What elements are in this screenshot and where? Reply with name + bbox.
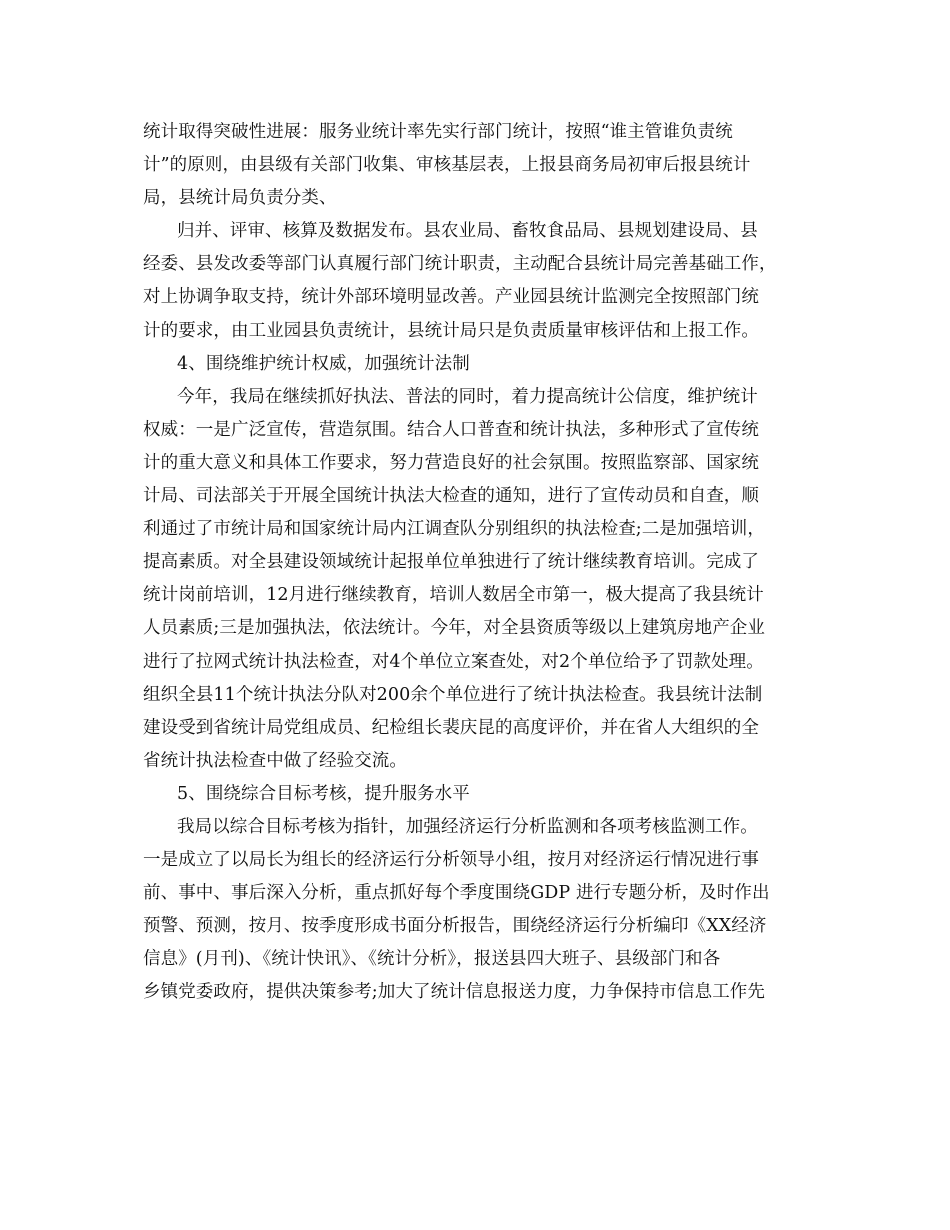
text-line: 建设受到省统计局党组成员、纪检组长裴庆昆的高度评价，并在省人大组织的全 [143, 717, 759, 738]
text-line: 对上协调争取支持，统计外部环境明显改善。产业园县统计监测完全按照部门统 [143, 287, 759, 308]
text-line: 经委、县发改委等部门认真履行部门统计职责，主动配合县统计局完善基础工作， [143, 254, 777, 275]
text-line: 乡镇党委政府，提供决策参考;加大了统计信息报送力度，力争保持市信息工作先 [143, 982, 765, 1003]
text-line: 信息》(月刊)、《统计快讯》、《统计分析》，报送县四大班子、县级部门和各 [143, 949, 721, 970]
text-line: 计的重大意义和具体工作要求，努力营造良好的社会氛围。按照监察部、国家统 [143, 452, 759, 473]
text-line: 5、围绕综合目标考核，提升服务水平 [177, 783, 470, 804]
text-line: 预警、预测，按月、按季度形成书面分析报告，围绕经济运行分析编印《XX经济 [143, 916, 767, 937]
text-line: 计的要求，由工业园县负责统计，县统计局只是负责质量审核评估和上报工作。 [143, 320, 759, 341]
text-line: 前、事中、事后深入分析，重点抓好每个季度围绕GDP 进行专题分析，及时作出 [143, 883, 770, 904]
document-body [143, 116, 803, 1010]
text-line: 计”的原则，由县级有关部门收集、审核基层表，上报县商务局初审后报县统计 [143, 155, 751, 176]
text-line: 4、围绕维护统计权威，加强统计法制 [177, 353, 470, 374]
text-line: 归并、评审、核算及数据发布。县农业局、畜牧食品局、县规划建设局、县 [177, 221, 758, 242]
text-line: 省统计执法检查中做了经验交流。 [143, 750, 407, 771]
text-line: 提高素质。对全县建设领域统计起报单位单独进行了统计继续教育培训。完成了 [143, 552, 759, 573]
text-line: 统计岗前培训，12月进行继续教育，培训人数居全市第一，极大提高了我县统计 [143, 585, 764, 606]
text-line: 一是成立了以局长为组长的经济运行分析领导小组，按月对经济运行情况进行事 [143, 850, 759, 871]
text-line: 组织全县11个统计执法分队对200余个单位进行了统计执法检查。我县统计法制 [143, 684, 763, 705]
text-line: 计局、司法部关于开展全国统计执法大检查的通知，进行了宣传动员和自查，顺 [143, 486, 759, 507]
text-line: 利通过了市统计局和国家统计局内江调查队分别组织的执法检查;二是加强培训， [143, 519, 765, 540]
text-line: 局，县统计局负责分类、 [143, 188, 337, 209]
text-line: 我局以综合目标考核为指针，加强经济运行分析监测和各项考核监测工作。 [177, 816, 758, 837]
text-line: 进行了拉网式统计执法检查，对4个单位立案查处，对2个单位给予了罚款处理。 [143, 651, 764, 672]
text-line: 人员素质;三是加强执法，依法统计。今年，对全县资质等级以上建筑房地产企业 [143, 618, 765, 639]
text-line: 权威：一是广泛宣传，营造氛围。结合人口普查和统计执法，多种形式了宣传统 [143, 419, 759, 440]
text-line: 今年，我局在继续抓好执法、普法的同时，着力提高统计公信度，维护统计 [177, 386, 758, 407]
text-line: 统计取得突破性进展：服务业统计率先实行部门统计，按照“谁主管谁负责统 [143, 122, 733, 142]
